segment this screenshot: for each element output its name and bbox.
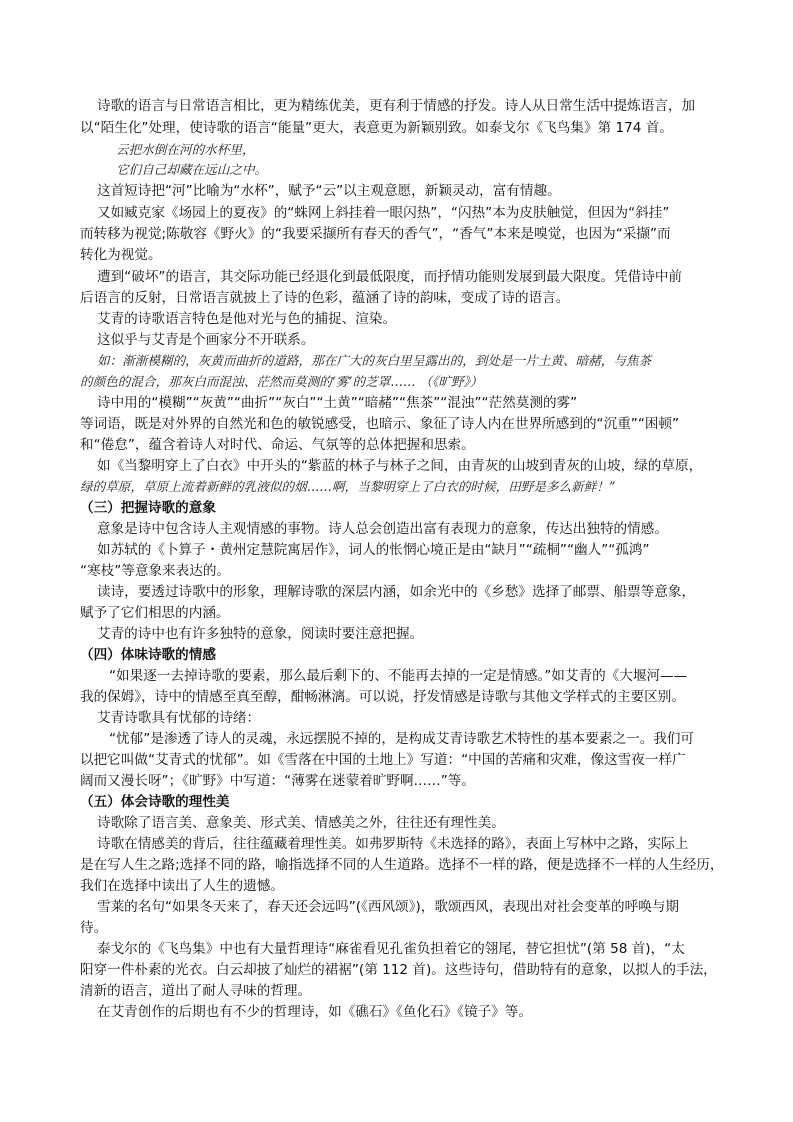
paragraph-line: 艾青诗歌具有忧郁的诗绪： bbox=[97, 710, 261, 726]
quote-line: 它们自己却藏在远山之中。 bbox=[116, 162, 268, 177]
paragraph-line: 诗歌在情感美的背后，往往蕴藏着理性美。如弗罗斯特《未选择的路》，表面上写林中之路，实际上 bbox=[97, 836, 689, 852]
paragraph-line: 转化为视觉。 bbox=[80, 247, 162, 263]
paragraph-line: “寒枝”等意象来表达的。 bbox=[80, 563, 231, 579]
paragraph-line: 如《当黎明穿上了白衣》中开头的“紫蓝的林子与林子之间，由青灰的山坡到青灰的山坡，绿的草原， bbox=[97, 458, 703, 474]
paragraph-line: 在艾青创作的后期也有不少的哲理诗，如《礁石》《鱼化石》《镜子》等。 bbox=[97, 1004, 532, 1020]
paragraph-line: 诗歌除了语言美、意象美、形式美、情感美之外，往往还有理性美。 bbox=[97, 815, 505, 831]
paragraph-line: 又如臧克家《场园上的夏夜》的“蛛网上斜挂着一眼闪热”，“闪热”本为皮肤触觉，但因为“斜挂” bbox=[97, 205, 670, 221]
paragraph-line: 以把它叫做“艾青式的忧郁”。如《雪落在中国的土地上》写道：“中国的苦痛和灾难，像这雪夜一样广 bbox=[80, 752, 686, 768]
paragraph-line: 泰戈尔的《飞鸟集》中也有大量哲理诗“麻雀看见孔雀负担着它的翎尾，替它担忧”(第 58 首)，“太 bbox=[97, 941, 685, 957]
paragraph-line: 待。 bbox=[80, 920, 108, 936]
paragraph-line: 如苏轼的《卜算子・黄州定慧院寓居作》，词人的怅惘心境正是由“缺月”“疏桐”“幽人”“孤鸿” bbox=[97, 542, 650, 558]
paragraph-line: 意象是诗中包含诗人主观情感的事物。诗人总会创造出富有表现力的意象，传达出独特的情感。 bbox=[97, 521, 668, 537]
paragraph-line: 阔而又漫长呀”；《旷野》中写道：“薄雾在迷蒙着旷野啊……”等。 bbox=[80, 773, 475, 789]
paragraph-line: 诗中用的“模糊”“灰黄”“曲折”“灰白”“土黄”“暗赭”“焦茶”“混浊”“茫然莫测的雾” bbox=[97, 395, 578, 411]
paragraph-line: 是在写人生之路;选择不同的路，喻指选择不同的人生道路。选择不一样的路，便是选择不一样的人生经历， bbox=[80, 857, 724, 873]
paragraph-line: 赋予了它们相思的内涵。 bbox=[80, 605, 230, 621]
paragraph-line: 遭到“破坏”的语言，其交际功能已经退化到最低限度，而抒情功能则发展到最大限度。凭借诗中前 bbox=[97, 269, 683, 285]
paragraph-line: 等词语，既是对外界的自然光和色的敏锐感受，也暗示、象征了诗人内在世界所感到的“沉重”“困顿” bbox=[80, 416, 680, 432]
section-heading: （三）把握诗歌的意象 bbox=[80, 500, 216, 516]
quote-line: 的颜色的混合，那灰白而混浊、茫然而莫测的‘雾’的芝罩…… （《旷野》） bbox=[80, 374, 483, 389]
section-heading: （五）体会诗歌的理性美 bbox=[80, 794, 230, 810]
paragraph-line: 而转移为视觉;陈敬容《野火》的“我要采撷所有春天的香气”，“香气”本来是嗅觉，也因为“采撷”而 bbox=[80, 226, 671, 242]
paragraph-line: 清新的语言，道出了耐人寻味的哲理。 bbox=[80, 983, 312, 999]
paragraph-line: “如果逐一去掉诗歌的要素，那么最后剩下的、不能再去掉的一定是情感。”如艾青的《大堰河—— bbox=[109, 668, 688, 684]
paragraph-line: “忧郁”是渗透了诗人的灵魂，永远摆脱不掉的，是构成艾青诗歌艺术特性的基本要素之一。我们可 bbox=[109, 731, 695, 747]
quote-line: 如：渐渐模糊的，灰黄而曲折的道路，那在广大的灰白里呈露出的，到处是一片土黄、暗赭，与焦茶 bbox=[97, 353, 652, 368]
paragraph-line: 这似乎与艾青是个画家分不开联系。 bbox=[97, 332, 315, 348]
paragraph-line: 雪莱的名句“如果冬天来了，春天还会远吗”(《西风颂》)，歌颂西风，表现出对社会变革的呼唤与期 bbox=[97, 899, 680, 915]
paragraph-line: 诗歌的语言与日常语言相比，更为精练优美，更有利于情感的抒发。诗人从日常生活中提炼语言，加 bbox=[97, 98, 696, 114]
paragraph-line: 艾青的诗中也有许多独特的意象，阅读时要注意把握。 bbox=[97, 626, 424, 642]
paragraph-line: 以“陌生化”处理，使诗歌的语言“能量”更大，表意更为新颖别致。如泰戈尔《飞鸟集》第 174 首。 bbox=[80, 120, 673, 136]
paragraph-line: 阳穿一件朴素的光衣。白云却披了灿烂的裙裾”(第 112 首)。这些诗句，借助特有的意象，以拟人的手法， bbox=[80, 962, 717, 978]
paragraph-line: 读诗，要透过诗歌中的形象，理解诗歌的深层内涵，如余光中的《乡愁》选择了邮票、船票等意象， bbox=[97, 584, 696, 600]
quote-line: 云把水倒在河的水杯里， bbox=[116, 142, 255, 157]
quote-line: 绿的草原，草原上流着新鲜的乳液似的烟……啊，当黎明穿上了白衣的时候，田野是多么新鲜！” bbox=[80, 479, 616, 494]
paragraph-line: 这首短诗把“河”比喻为“水杯”，赋予“云”以主观意愿，新颖灵动，富有情趣。 bbox=[97, 183, 561, 199]
section-heading: （四）体味诗歌的情感 bbox=[80, 647, 216, 663]
paragraph-line: 艾青的诗歌语言特色是他对光与色的捕捉、渲染。 bbox=[97, 311, 397, 327]
paragraph-line: 后语言的反射，日常语言就披上了诗的色彩，蕴涵了诗的韵味，变成了诗的语言。 bbox=[80, 290, 570, 306]
paragraph-line: 我们在选择中读出了人生的遗憾。 bbox=[80, 878, 284, 894]
paragraph-line: 我的保姆》，诗中的情感至真至醇，酣畅淋漓。可以说，抒发情感是诗歌与其他文学样式的主要区别。 bbox=[80, 689, 685, 705]
paragraph-line: 和“倦怠”，蕴含着诗人对时代、命运、气氛等的总体把握和思索。 bbox=[80, 437, 475, 453]
